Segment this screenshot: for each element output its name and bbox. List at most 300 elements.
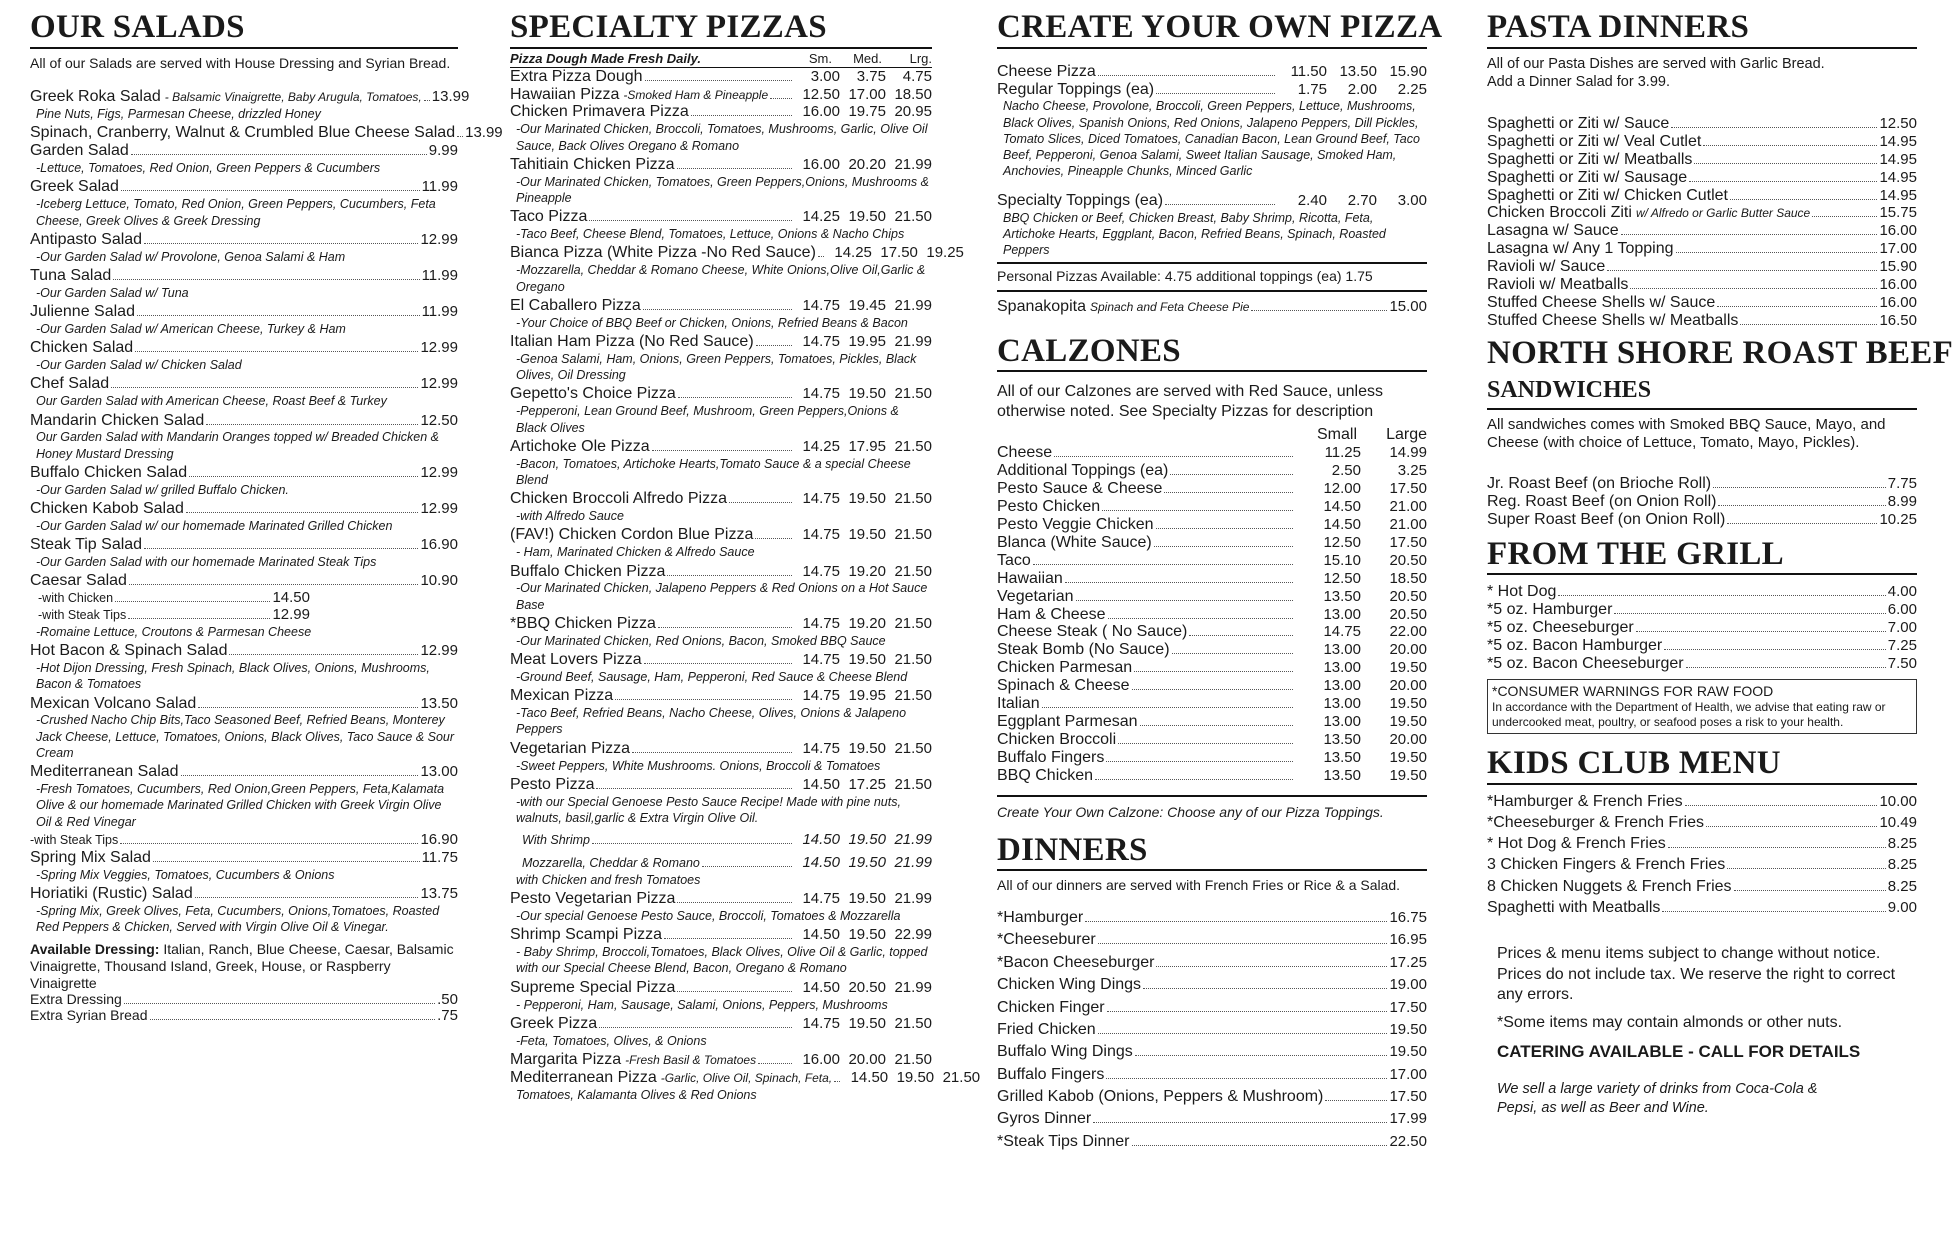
- calzone-row: [997, 462, 1427, 480]
- leader-dots: [195, 897, 419, 898]
- menu-item-price: 12.99: [420, 642, 458, 660]
- menu-item-price: 16.00: [1879, 293, 1917, 311]
- menu-item-description: -Our Garden Salad w/ Tuna: [36, 285, 189, 300]
- salad-row: [30, 303, 458, 321]
- size-price: 14.25: [802, 437, 840, 455]
- calzone-row: [997, 623, 1427, 641]
- calzone-row: [997, 516, 1427, 534]
- menu-item-name: Hawaiian Pizza: [510, 85, 620, 103]
- dressing-block: [30, 941, 458, 991]
- size-price: 13.00: [1323, 641, 1361, 659]
- calzone-size-large: Large: [1386, 426, 1427, 444]
- kids-row: [1487, 791, 1917, 812]
- menu-item-description: -Our Marinated Chicken, Jalapeno Peppers & Red Onions on a Hot Sauce Base: [516, 581, 928, 612]
- leader-dots: [113, 279, 419, 280]
- menu-item-price: 14.50: [272, 589, 310, 607]
- pizza-row: [510, 297, 932, 315]
- size-price: 1.75: [1297, 80, 1327, 98]
- leader-dots: [1076, 600, 1293, 601]
- salad-row: [30, 375, 458, 393]
- menu-item-price: 11.99: [421, 266, 458, 284]
- leader-dots: [678, 397, 792, 398]
- leader-dots: [135, 351, 418, 352]
- menu-item-name: Buffalo Chicken Pizza: [510, 562, 666, 580]
- leader-dots: [1718, 505, 1885, 506]
- leader-dots: [153, 861, 420, 862]
- menu-item-inline-desc: - Balsamic Vinaigrette, Baby Arugula, Tomatoes,: [164, 90, 422, 105]
- pizzas-column: [510, 0, 981, 1247]
- size-price: 21.50: [894, 739, 932, 757]
- dinner-row: [997, 997, 1427, 1019]
- menu-item-price: 22.50: [1389, 1132, 1427, 1150]
- menu-item-price: 6.00: [1887, 601, 1917, 619]
- menu-item-price: [842, 1070, 980, 1087]
- leader-dots: [206, 424, 418, 425]
- menu-item-price: 19.50: [1389, 1020, 1427, 1038]
- menu-item-price: [1295, 678, 1427, 695]
- menu-item-price: [794, 652, 932, 669]
- leader-dots: [115, 601, 270, 602]
- size-price: 18.50: [894, 85, 932, 103]
- leader-dots: [1143, 988, 1387, 989]
- menu-item-name: Pesto Chicken: [997, 498, 1101, 516]
- menu-item-name: Additional Toppings (ea): [997, 462, 1169, 480]
- size-price: 19.50: [896, 1068, 935, 1086]
- menu-item-description: -Our Garden Salad w/ Chicken Salad: [36, 358, 242, 373]
- salad-row: [30, 536, 458, 554]
- size-price: 14.75: [802, 687, 840, 705]
- size-price: 12.50: [1323, 533, 1361, 551]
- kids-row: [1487, 876, 1917, 897]
- menu-item-name: Grilled Kabob (Onions, Peppers & Mushroom): [997, 1088, 1324, 1106]
- leader-dots: [1172, 653, 1293, 654]
- leader-dots: [1033, 564, 1293, 565]
- leader-dots: [758, 1063, 792, 1064]
- menu-item-price: [794, 855, 932, 872]
- menu-item-name: Garden Salad: [30, 142, 129, 160]
- size-price: 21.50: [894, 490, 932, 508]
- menu-item-description: -with our Special Genoese Pesto Sauce Recipe! Made with pine nuts, walnuts, basil,garlic & Extra Virgin Olive Oil.: [516, 794, 901, 825]
- size-price: 21.50: [942, 1068, 981, 1086]
- size-price: 2.70: [1347, 191, 1377, 209]
- size-price: 21.99: [894, 155, 932, 173]
- menu-item-name: Greek Salad: [30, 178, 119, 196]
- dinner-row: [997, 974, 1427, 996]
- menu-item-name: Tahitiain Chicken Pizza: [510, 155, 675, 173]
- calzone-row: [997, 498, 1427, 516]
- size-price: 19.20: [848, 614, 886, 632]
- dinner-list: [997, 907, 1427, 1153]
- menu-item-name: Greek Pizza: [510, 1014, 598, 1032]
- size-price: 21.50: [894, 651, 932, 669]
- pizzas-title: SPECIALTY PIZZAS: [510, 0, 932, 49]
- leader-dots: [644, 663, 792, 664]
- size-price: 21.00: [1389, 498, 1427, 516]
- menu-item-name: Ham & Cheese: [997, 605, 1106, 623]
- menu-item-price: [1295, 660, 1427, 677]
- menu-item-description: -Our Marinated Chicken, Red Onions, Bacon, Smoked BBQ Sauce: [516, 633, 886, 648]
- size-price: 19.25: [926, 244, 964, 262]
- calzone-row: [997, 588, 1427, 606]
- menu-item-price: 16.95: [1389, 931, 1427, 949]
- menu-item-description: -Our special Genoese Pesto Sauce, Broccoli, Tomatoes & Mozzarella: [516, 908, 901, 923]
- menu-item-price: 9.00: [1887, 898, 1917, 916]
- leader-dots: [596, 788, 792, 789]
- leader-dots: [755, 538, 792, 539]
- menu-item-name: Pesto Vegetarian Pizza: [510, 890, 676, 908]
- menu-item-name: Steak Bomb (No Sauce): [997, 641, 1170, 659]
- menu-item-price: 15.75: [1879, 204, 1917, 222]
- specialty-toppings-row: [997, 192, 1427, 210]
- size-price: 21.50: [894, 385, 932, 403]
- size-price: 14.50: [850, 1068, 889, 1086]
- menu-item-description: Our Garden Salad with American Cheese, Roast Beef & Turkey: [36, 394, 387, 409]
- menu-item-price: 19.00: [1389, 976, 1427, 994]
- leader-dots: [1098, 1033, 1388, 1034]
- menu-item-description: -Ground Beef, Sausage, Ham, Pepperoni, Red Sauce & Cheese Blend: [516, 669, 908, 684]
- size-price: 20.50: [1389, 605, 1427, 623]
- menu-item-price: [1277, 193, 1427, 210]
- size-price: 13.50: [1323, 748, 1361, 766]
- dinner-row: [997, 907, 1427, 929]
- menu-item-name: Ravioli w/ Sauce: [1487, 258, 1606, 276]
- leader-dots: [1668, 847, 1886, 848]
- size-price: 19.50: [848, 208, 886, 226]
- size-price: 19.50: [1389, 748, 1427, 766]
- menu-item-name: *5 oz. Cheeseburger: [1487, 619, 1634, 637]
- menu-item-description: - Baby Shrimp, Broccoli,Tomatoes, Black Olives, Olive Oil & Garlic, topped with our Special Cheese Blend, Bacon, Oregano & Romano: [516, 945, 928, 976]
- pizza-row: [510, 333, 932, 351]
- menu-item-price: 14.95: [1879, 168, 1917, 186]
- dinner-row: [997, 952, 1427, 974]
- size-price: 20.00: [848, 1050, 886, 1068]
- menu-item-description: -Iceberg Lettuce, Tomato, Red Onion, Green Peppers, Cucumbers, Feta Cheese, Greek Olives & Greek Dressing: [36, 197, 436, 228]
- menu-item-name: Taco: [997, 551, 1031, 569]
- size-price: 14.75: [802, 651, 840, 669]
- size-price: 21.99: [894, 854, 932, 871]
- regular-toppings-row: [997, 81, 1427, 99]
- grill-row: [1487, 655, 1917, 673]
- size-price: 14.50: [802, 854, 840, 871]
- size-price: 17.95: [848, 437, 886, 455]
- size-price: 22.99: [894, 926, 932, 944]
- leader-dots: [756, 345, 792, 346]
- grill-list: [1487, 583, 1917, 673]
- size-price: 14.25: [834, 244, 872, 262]
- calzone-row: [997, 659, 1427, 677]
- size-price: 21.99: [894, 332, 932, 350]
- kids-row: [1487, 854, 1917, 875]
- menu-item-description: -Mozzarella, Cheddar & Romano Cheese, White Onions,Olive Oil,Garlic & Oregano: [516, 263, 926, 294]
- leader-dots: [1662, 911, 1885, 912]
- dinners-title: DINNERS: [997, 827, 1427, 872]
- menu-item-price: 11.99: [421, 178, 458, 196]
- leader-dots: [1717, 306, 1877, 307]
- menu-item-price: [1295, 463, 1427, 480]
- size-price: 4.75: [902, 67, 932, 85]
- leader-dots: [120, 843, 418, 844]
- size-price: 2.40: [1297, 191, 1327, 209]
- leader-dots: [589, 220, 792, 221]
- kids-list: [1487, 791, 1917, 918]
- size-price: 13.00: [1323, 659, 1361, 677]
- leader-dots: [1689, 181, 1877, 182]
- calzone-row: [997, 444, 1427, 462]
- calzone-row: [997, 713, 1427, 731]
- menu-item-name: *5 oz. Hamburger: [1487, 601, 1613, 619]
- size-price: 21.99: [894, 890, 932, 908]
- menu-item-price: 8.25: [1887, 856, 1917, 874]
- menu-item-price: [794, 741, 932, 758]
- size-price: 22.00: [1389, 623, 1427, 641]
- menu-item-price: [1295, 624, 1427, 641]
- dough-note: Pizza Dough Made Fresh Daily.: [510, 50, 701, 66]
- salads-title: OUR SALADS: [30, 0, 458, 49]
- size-price: 14.50: [802, 831, 840, 849]
- pasta-row: [1487, 151, 1917, 169]
- leader-dots: [592, 843, 792, 844]
- menu-item-price: .50: [437, 990, 458, 1008]
- leader-dots: [137, 315, 420, 316]
- size-price: 21.50: [894, 687, 932, 705]
- leader-dots: [1734, 890, 1886, 891]
- dinners-note: All of our dinners are served with French Fries or Rice & a Salad.: [997, 877, 1401, 894]
- menu-item-price: 12.99: [420, 463, 458, 481]
- leader-dots: [1630, 288, 1877, 289]
- calzone-row: [997, 731, 1427, 749]
- menu-item-name: Vegetarian: [997, 587, 1074, 605]
- menu-item-name: Extra Pizza Dough: [510, 67, 643, 85]
- leader-dots: [677, 902, 792, 903]
- menu-item-price: 13.00: [420, 763, 458, 781]
- pizza-row: [510, 651, 932, 669]
- size-price: 19.75: [848, 103, 886, 121]
- leader-dots: [1170, 474, 1293, 475]
- pizza-row: [510, 740, 932, 758]
- size-price: 21.99: [894, 978, 932, 996]
- menu-item-price: .75: [437, 1007, 458, 1025]
- grill-row: [1487, 583, 1917, 601]
- leader-dots: [1812, 216, 1877, 217]
- menu-item-price: 17.99: [1389, 1110, 1427, 1128]
- menu-item-name: * Hot Dog & French Fries: [1487, 835, 1666, 853]
- menu-item-price: 16.50: [1879, 311, 1917, 329]
- menu-item-name: Antipasto Salad: [30, 230, 143, 248]
- pizza-row: [510, 979, 932, 997]
- menu-item-description: -Genoa Salami, Ham, Onions, Green Peppers, Tomatoes, Pickles, Black Olives, Oil Dressing: [516, 351, 917, 383]
- size-price: 19.50: [848, 926, 886, 944]
- menu-item-name: Buffalo Wing Dings: [997, 1043, 1133, 1061]
- menu-item-description: Our Garden Salad with Mandarin Oranges topped w/ Breaded Chicken & Honey Mustard Dressing: [36, 430, 440, 461]
- menu-item-description: -Our Garden Salad w/ Provolone, Genoa Salami & Ham: [36, 249, 346, 264]
- menu-item-name: Chef Salad: [30, 375, 110, 393]
- menu-item-price: 14.95: [1879, 186, 1917, 204]
- size-price: 13.00: [1323, 695, 1361, 713]
- menu-item-price: [794, 527, 932, 544]
- menu-item-price: [1295, 750, 1427, 767]
- menu-item-name: Chicken Finger: [997, 998, 1105, 1016]
- grill-title: FROM THE GRILL: [1487, 529, 1917, 576]
- menu-item-description: - Ham, Marinated Chicken & Alfredo Sauce: [516, 545, 755, 560]
- leader-dots: [1558, 595, 1885, 596]
- menu-item-name: Hawaiian: [997, 569, 1063, 587]
- leader-dots: [658, 627, 792, 628]
- size-price: 19.45: [848, 296, 886, 314]
- leader-dots: [677, 168, 792, 169]
- leader-dots: [632, 752, 792, 753]
- size-price: 15.90: [1389, 62, 1427, 80]
- size-price: 21.99: [894, 831, 932, 849]
- size-price: 14.75: [802, 332, 840, 350]
- menu-item-name: Spaghetti or Ziti w/ Sausage: [1487, 168, 1688, 186]
- size-price: 12.50: [1323, 569, 1361, 587]
- menu-item-name: Gyros Dinner: [997, 1110, 1092, 1128]
- menu-item-price: [794, 1052, 932, 1069]
- menu-item-name: El Caballero Pizza: [510, 296, 641, 314]
- size-price: 2.25: [1397, 80, 1427, 98]
- menu-item-name: Italian Ham Pizza (No Red Sauce): [510, 332, 754, 350]
- size-price: 16.00: [802, 103, 840, 121]
- menu-item-name: Chicken Wing Dings: [997, 976, 1142, 994]
- size-price: 20.20: [848, 155, 886, 173]
- drinks-note: We sell a large variety of drinks from Coca-Cola & Pepsi, as well as Beer and Wine.: [1497, 1081, 1818, 1117]
- size-price: 18.50: [1389, 569, 1427, 587]
- leader-dots: [1134, 671, 1293, 672]
- menu-item-name: Specialty Toppings (ea): [997, 191, 1164, 209]
- size-price: 13.50: [1323, 587, 1361, 605]
- menu-item-name: Chicken Parmesan: [997, 659, 1133, 677]
- menu-item-description: -Fresh Tomatoes, Cucumbers, Red Onion,Green Peppers, Feta,Kalamata Olive & our homemade Marinated Grilled Chicken with Greek Virgin Olive Oil & Red Vinegar: [36, 782, 445, 829]
- kids-title: KIDS CLUB MENU: [1487, 740, 1917, 785]
- menu-item-name: Spinach & Cheese: [997, 677, 1130, 695]
- menu-item-price: [826, 245, 964, 262]
- menu-item-price: 13.75: [420, 884, 458, 902]
- pasta-row: [1487, 312, 1917, 330]
- menu-item-price: [1295, 499, 1427, 516]
- size-price: 13.00: [1323, 713, 1361, 730]
- menu-item-name: Chicken Primavera Pizza: [510, 103, 689, 121]
- size-price: 20.00: [1389, 677, 1427, 695]
- menu-item-price: 11.99: [421, 303, 458, 321]
- leader-dots: [1098, 75, 1275, 76]
- menu-item-name: Mexican Pizza: [510, 687, 614, 705]
- menu-item-description: -Lettuce, Tomatoes, Red Onion, Green Peppers & Cucumbers: [36, 161, 381, 176]
- price-disclaimer: Prices & menu items subject to change without notice. Prices do not include tax. We reserve the right to correct any errors.: [1497, 944, 1896, 1004]
- pizza-row: [510, 526, 932, 544]
- menu-item-name: Hot Bacon & Spinach Salad: [30, 642, 228, 660]
- size-price: 16.00: [802, 155, 840, 173]
- calzone-row: [997, 480, 1427, 498]
- menu-item-price: 13.99: [431, 88, 470, 106]
- menu-item-price: [1295, 481, 1427, 498]
- menu-item-name: Mediterranean Salad: [30, 763, 179, 781]
- calzone-row: [997, 749, 1427, 767]
- salad-row: [30, 124, 503, 142]
- extra-row: [30, 992, 458, 1009]
- menu-item-price: 16.00: [1879, 222, 1917, 240]
- menu-item-name: Reg. Roast Beef (on Onion Roll): [1487, 493, 1717, 510]
- dressing-options: Italian, Ranch, Blue Cheese, Caesar, Balsamic Vinaigrette, Thousand Island, Greek, House, or Raspberry Vinaigrette: [30, 941, 454, 991]
- leader-dots: [1106, 761, 1293, 762]
- size-price: 19.50: [1389, 766, 1427, 784]
- roast-title: NORTH SHORE ROAST BEEF: [1487, 334, 1953, 371]
- menu-item-price: [1295, 732, 1427, 749]
- size-price: 13.50: [1323, 766, 1361, 784]
- menu-item-price: 17.50: [1389, 998, 1427, 1016]
- kids-row: [1487, 897, 1917, 918]
- menu-item-description: -Our Garden Salad with our homemade Marinated Steak Tips: [36, 555, 377, 570]
- menu-item-price: 11.75: [421, 848, 458, 866]
- pasta-row: [1487, 294, 1917, 312]
- menu-item-name: Taco Pizza: [510, 208, 588, 226]
- roast-list: [1487, 475, 1917, 529]
- calzone-row: [997, 606, 1427, 624]
- leader-dots: [1727, 523, 1877, 524]
- footer-notes: [1487, 944, 1917, 1118]
- menu-item-name: Blanca (White Sauce): [997, 533, 1152, 551]
- leader-dots: [111, 387, 418, 388]
- size-price: 14.75: [802, 890, 840, 908]
- menu-item-name: Fried Chicken: [997, 1020, 1096, 1038]
- menu-item-name: Spaghetti or Ziti w/ Veal Cutlet: [1487, 132, 1702, 150]
- menu-item-name: Spaghetti with Meatballs: [1487, 898, 1661, 916]
- size-price: 21.50: [894, 614, 932, 632]
- menu-item-name: Horiatiki (Rustic) Salad: [30, 884, 193, 902]
- size-price: 21.50: [894, 562, 932, 580]
- menu-item-name: Meat Lovers Pizza: [510, 651, 642, 669]
- size-large: Lrg.: [909, 50, 932, 66]
- size-price: 19.50: [1389, 659, 1427, 677]
- consumer-warning: [1487, 679, 1917, 735]
- salad-sub-row: [30, 607, 310, 624]
- menu-item-name: Spaghetti or Ziti w/ Chicken Cutlet: [1487, 186, 1728, 204]
- menu-item-name: Julienne Salad: [30, 303, 135, 321]
- menu-item-name: Chicken Salad: [30, 339, 134, 357]
- dinner-row: [997, 1131, 1427, 1153]
- menu-item-price: [794, 1016, 932, 1033]
- salad-row: [30, 763, 458, 781]
- menu-item-description: -Feta, Tomatoes, Olives, & Onions: [516, 1033, 707, 1048]
- calzone-size-header: [997, 426, 1427, 444]
- menu-item-description: -Pepperoni, Lean Ground Beef, Mushroom, Green Peppers,Onions & Black Olives: [516, 404, 899, 435]
- pasta-title: PASTA DINNERS: [1487, 0, 1917, 49]
- size-price: 11.25: [1324, 444, 1361, 462]
- pizza-row: [510, 244, 964, 262]
- menu-item-name: Chicken Broccoli Alfredo Pizza: [510, 490, 727, 508]
- size-price: 21.50: [894, 526, 932, 544]
- salad-row: [30, 267, 458, 285]
- size-price: 20.50: [848, 978, 886, 996]
- size-price: 13.50: [1323, 730, 1361, 748]
- calzone-create-note: Create Your Own Calzone: Choose any of our Pizza Toppings.: [997, 803, 1384, 820]
- leader-dots: [1251, 310, 1387, 311]
- size-price: 17.00: [848, 85, 886, 103]
- menu-item-name: Italian: [997, 695, 1040, 713]
- leader-dots: [1065, 582, 1293, 583]
- menu-item-name: *Hamburger: [997, 908, 1084, 926]
- menu-item-price: [1295, 517, 1427, 534]
- salad-list: [30, 88, 503, 935]
- menu-item-name: Pesto Pizza: [510, 775, 595, 793]
- leader-dots: [1685, 805, 1878, 806]
- size-price: 14.50: [1323, 516, 1361, 534]
- menu-item-name: Chicken Broccoli Ziti: [1487, 204, 1632, 222]
- menu-item-description: -Sweet Peppers, White Mushrooms. Onions, Broccoli & Tomatoes: [516, 758, 881, 773]
- pizza-row: [510, 103, 932, 121]
- menu-item-inline-desc: w/ Alfredo or Garlic Butter Sauce: [1635, 206, 1811, 221]
- leader-dots: [424, 100, 430, 101]
- menu-item-name: Pesto Veggie Chicken: [997, 516, 1154, 534]
